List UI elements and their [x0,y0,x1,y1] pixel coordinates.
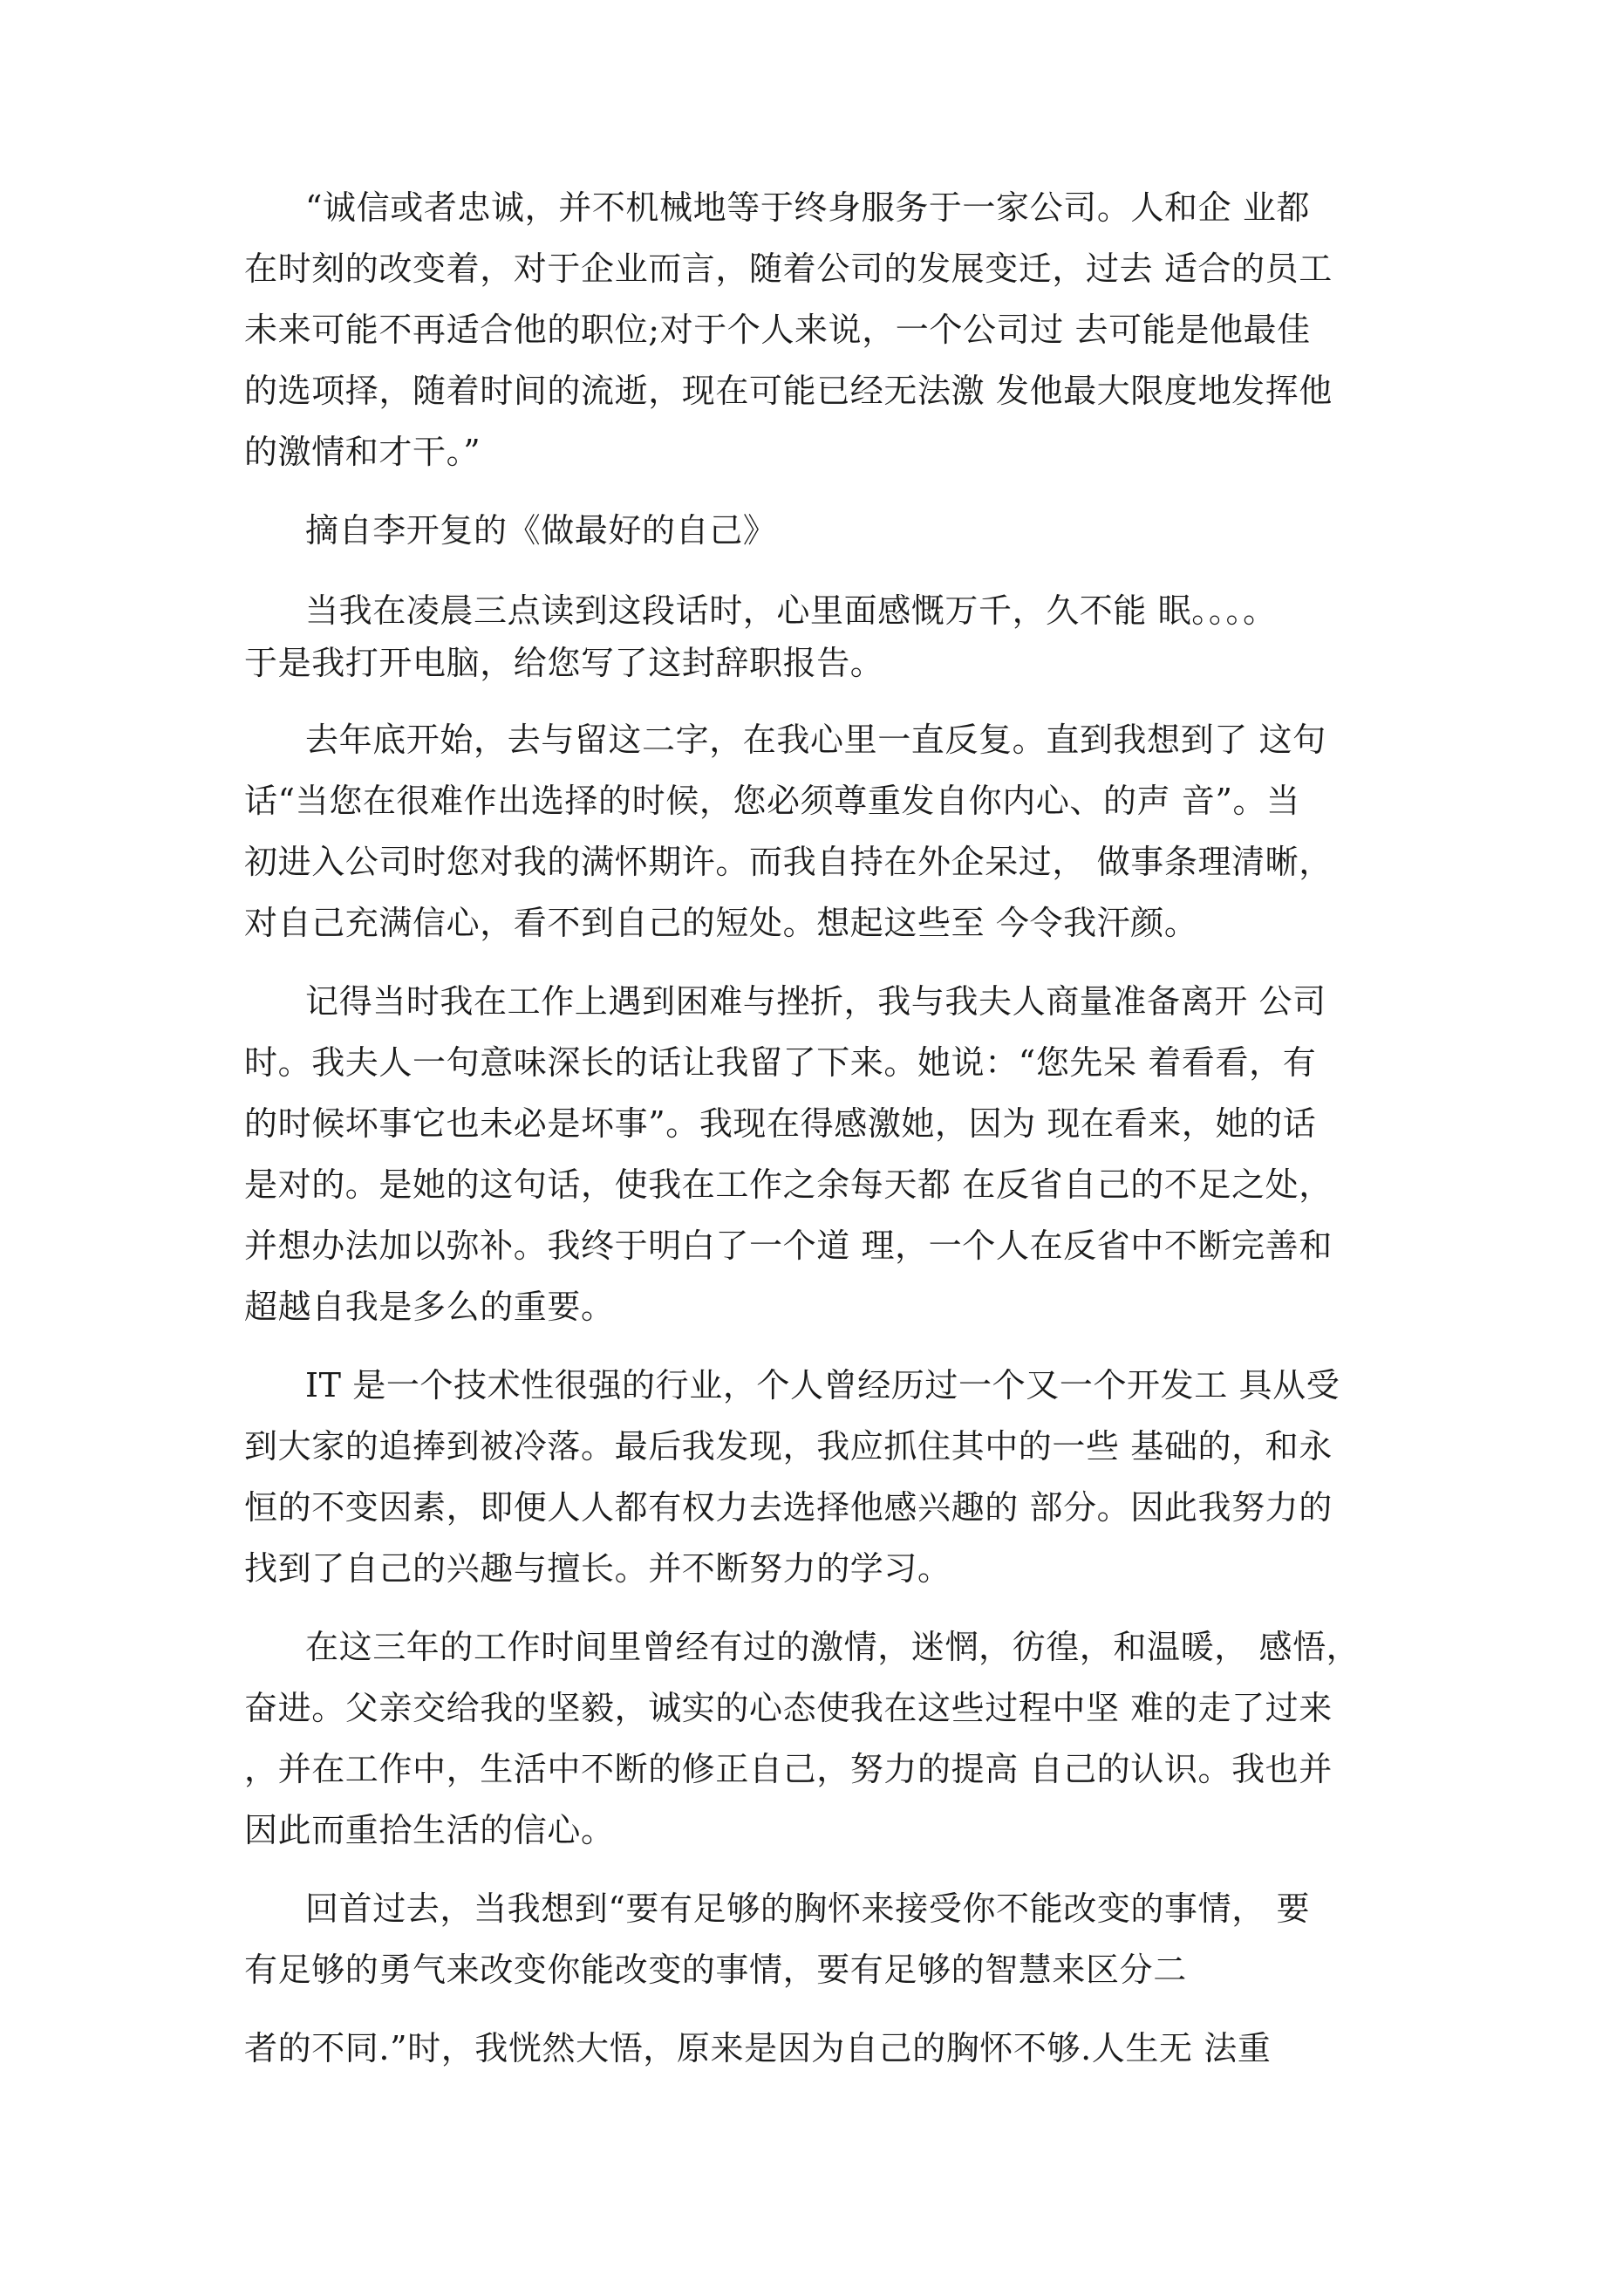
text-line: 在时刻的改变着，对于企业而言，随着公司的发展变迁，过去 适合的员工 [244,249,1333,288]
text-line: 的时候坏事它也未必是坏事”。我现在得感激她，因为 现在看来，她的话 [244,1104,1317,1143]
text-line: 初进入公司时您对我的满怀期许。而我自持在外企呆过， 做事条理清晰， [244,843,1333,881]
text-line: 摘自李开复的《做最好的自己》 [305,511,777,550]
text-line: 时。我夫人一句意味深长的话让我留了下来。她说：“您先呆 着看看，有 [244,1043,1317,1082]
text-line: 在这三年的工作时间里曾经有过的激情，迷惘，彷徨，和温暖， 感悟， [305,1628,1360,1666]
text-line: 当我在凌晨三点读到这段话时，心里面感慨万千，久不能 眠。。。。 [305,591,1277,630]
text-line: 的选项择，随着时间的流逝，现在可能已经无法激 发他最大限度地发挥他 [244,372,1333,410]
text-line: 的激情和才干。” [244,433,481,471]
text-line: 记得当时我在工作上遇到困难与挫折，我与我夫人商量准备离开 公司 [305,982,1326,1021]
text-line: 是对的。是她的这句话，使我在工作之余每天都 在反省自己的不足之处， [244,1165,1333,1204]
text-line: 并想办法加以弥补。我终于明白了一个道 理，一个人在反省中不断完善和 [244,1227,1333,1265]
text-line: 有足够的勇气来改变你能改变的事情，要有足够的智慧来区分二 [244,1951,1187,1989]
text-line: 者的不同.”时，我恍然大悟，原来是因为自己的胸怀不够.人生无 法重 [244,2029,1272,2067]
text-line: 回首过去，当我想到“要有足够的胸怀来接受你不能改变的事情， 要 [305,1889,1311,1928]
text-line: 奋进。父亲交给我的坚毅，诚实的心态使我在这些过程中坚 难的走了过来 [244,1689,1333,1727]
text-line: 到大家的追捧到被冷落。最后我发现，我应抓住其中的一些 基础的，和永 [244,1427,1333,1466]
text-line: 因此而重拾生活的信心。 [244,1811,615,1849]
text-line: 未来可能不再适合他的职位;对于个人来说，一个公司过 去可能是他最佳 [244,311,1311,349]
text-line: 恒的不变因素，即便人人都有权力去选择他感兴趣的 部分。因此我努力的 [244,1488,1333,1527]
text-line: 于是我打开电脑，给您写了这封辞职报告。 [244,644,884,682]
text-line: 对自己充满信心，看不到自己的短处。想起这些至 今令我汗颜。 [244,904,1198,942]
text-line: 找到了自己的兴趣与擅长。并不断努力的学习。 [244,1549,951,1588]
text-line: 话“当您在很难作出选择的时候，您必须尊重发自你内心、的声 音”。当 [244,782,1300,820]
text-line: ，并在工作中，生活中不断的修正自己，努力的提高 自己的认识。我也并 [244,1750,1333,1788]
text-line: “诚信或者忠诚，并不机械地等于终身服务于一家公司。人和企 业都 [305,188,1311,227]
text-line: 超越自我是多么的重要。 [244,1288,615,1326]
text-line: 去年底开始，去与留这二字，在我心里一直反复。直到我想到了 这句 [305,721,1326,759]
text-line: IT 是一个技术性很强的行业，个人曾经历过一个又一个开发工 具从受 [305,1366,1340,1404]
